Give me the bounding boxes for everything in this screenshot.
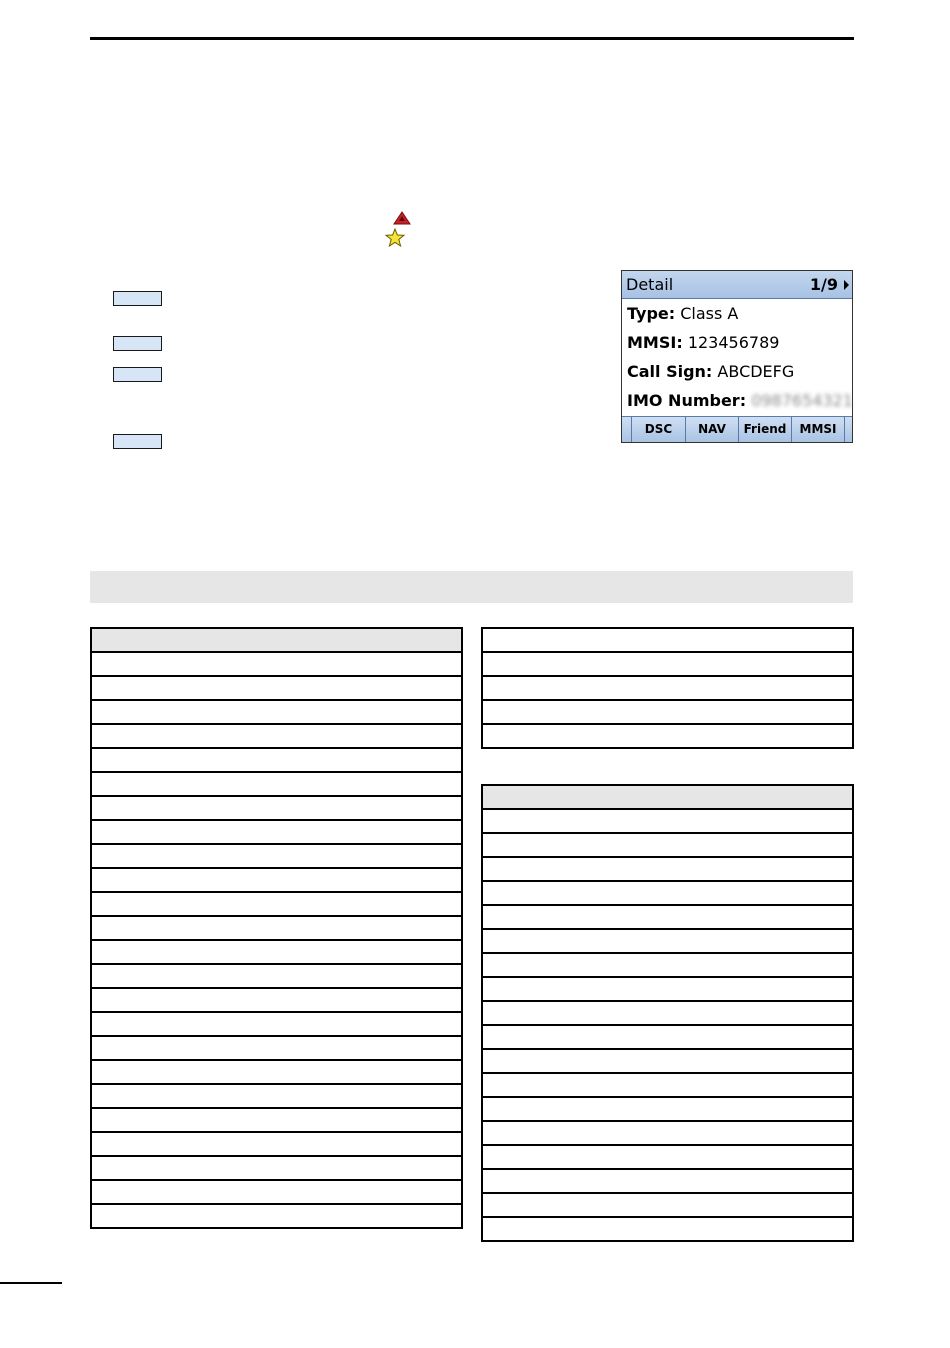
table-cell <box>482 1073 853 1097</box>
key-button-1[interactable] <box>113 291 162 306</box>
table-cell <box>482 1097 853 1121</box>
callsign-label: Call Sign: <box>627 362 713 381</box>
type-value: Class A <box>680 304 739 323</box>
table-cell <box>91 724 462 748</box>
table-row <box>482 1193 853 1217</box>
table-row <box>91 700 462 724</box>
callsign-row <box>627 362 794 381</box>
table-cell <box>482 1169 853 1193</box>
table-row <box>91 820 462 844</box>
table-cell <box>482 905 853 929</box>
lcd-page-indicator: 1/9 <box>809 275 838 294</box>
softkey-bar <box>622 416 852 442</box>
right-table-bottom <box>481 784 854 1242</box>
key-button-4[interactable] <box>113 434 162 449</box>
table-row <box>91 1156 462 1180</box>
softkey-friend[interactable]: Friend <box>738 417 791 442</box>
table-row <box>482 857 853 881</box>
softkey-mmsi[interactable]: MMSI <box>791 417 845 442</box>
table-row <box>482 809 853 833</box>
star-icon <box>385 228 405 247</box>
table-row <box>482 1145 853 1169</box>
table-row <box>482 833 853 857</box>
table-cell <box>91 1132 462 1156</box>
key-button-3[interactable] <box>113 367 162 382</box>
key-button-2[interactable] <box>113 336 162 351</box>
table-cell <box>91 820 462 844</box>
imo-label: IMO Number: <box>627 391 747 410</box>
table-row <box>91 772 462 796</box>
table-row <box>91 1084 462 1108</box>
type-label: Type: <box>627 304 676 323</box>
table-row <box>91 1132 462 1156</box>
table-row <box>482 929 853 953</box>
table-cell <box>91 868 462 892</box>
table-header-row <box>482 785 853 809</box>
left-table <box>90 627 463 1229</box>
callsign-value: ABCDEFG <box>717 362 795 381</box>
table-cell <box>91 676 462 700</box>
table-cell <box>482 652 853 676</box>
section-heading-bar <box>90 571 853 603</box>
table-row <box>482 1001 853 1025</box>
table-cell <box>91 892 462 916</box>
table-row <box>91 1012 462 1036</box>
table-row <box>482 676 853 700</box>
table-row <box>91 916 462 940</box>
table-row <box>482 905 853 929</box>
mmsi-row <box>627 333 779 352</box>
imo-row <box>627 391 853 410</box>
table-cell <box>482 953 853 977</box>
table-cell <box>482 833 853 857</box>
table-row <box>91 1108 462 1132</box>
table-cell <box>482 724 853 748</box>
table-cell <box>482 977 853 1001</box>
table-cell <box>482 1121 853 1145</box>
lcd-header <box>622 271 852 299</box>
table-row <box>482 1073 853 1097</box>
table-row <box>91 748 462 772</box>
table-cell <box>482 676 853 700</box>
top-rule <box>90 37 854 40</box>
table-cell <box>91 628 462 652</box>
table-cell <box>482 857 853 881</box>
table-row <box>482 881 853 905</box>
mmsi-value: 123456789 <box>687 333 780 352</box>
table-cell <box>91 988 462 1012</box>
table-cell <box>482 1193 853 1217</box>
table-cell <box>482 1001 853 1025</box>
table-row <box>91 676 462 700</box>
table-cell <box>91 1204 462 1228</box>
table-row <box>91 844 462 868</box>
softkey-dsc[interactable]: DSC <box>631 417 685 442</box>
softkey-nav[interactable]: NAV <box>685 417 738 442</box>
table-cell <box>482 881 853 905</box>
table-cell <box>482 1217 853 1241</box>
mmsi-label: MMSI: <box>627 333 683 352</box>
table-cell <box>91 652 462 676</box>
table-row <box>482 953 853 977</box>
table-cell <box>91 916 462 940</box>
table-cell <box>91 1108 462 1132</box>
table-cell <box>91 1156 462 1180</box>
table-row <box>91 940 462 964</box>
table-cell <box>91 1180 462 1204</box>
warning-triangle-icon <box>393 211 411 225</box>
table-row <box>482 977 853 1001</box>
table-cell <box>91 964 462 988</box>
table-row <box>91 1204 462 1228</box>
table-row <box>91 868 462 892</box>
table-cell <box>482 700 853 724</box>
table-cell <box>91 748 462 772</box>
right-table-top <box>481 627 854 749</box>
table-row <box>482 724 853 748</box>
table-cell <box>91 940 462 964</box>
table-row <box>91 1060 462 1084</box>
page-number-rule <box>0 1282 62 1284</box>
table-cell <box>482 1049 853 1073</box>
table-row <box>482 1121 853 1145</box>
table-cell <box>91 796 462 820</box>
table-row <box>91 1036 462 1060</box>
imo-value: 0987654321 <box>751 391 853 410</box>
table-row <box>91 1180 462 1204</box>
table-cell <box>482 1145 853 1169</box>
table-row <box>482 1169 853 1193</box>
table-cell <box>482 809 853 833</box>
table-row <box>482 1217 853 1241</box>
table-row <box>91 724 462 748</box>
table-row <box>91 892 462 916</box>
table-cell <box>91 700 462 724</box>
table-row <box>91 964 462 988</box>
lcd-title: Detail <box>626 275 674 294</box>
table-cell <box>91 1060 462 1084</box>
table-header-row <box>91 628 462 652</box>
table-cell <box>91 1012 462 1036</box>
table-row <box>482 652 853 676</box>
type-row <box>627 304 738 323</box>
table-cell <box>482 1025 853 1049</box>
table-row <box>482 628 853 652</box>
table-row <box>482 700 853 724</box>
table-cell <box>482 785 853 809</box>
table-row <box>91 796 462 820</box>
table-cell <box>91 1084 462 1108</box>
table-cell <box>482 929 853 953</box>
detail-screen <box>621 270 853 443</box>
table-row <box>482 1049 853 1073</box>
table-cell <box>91 1036 462 1060</box>
table-row <box>482 1025 853 1049</box>
table-row <box>482 1097 853 1121</box>
table-cell <box>91 772 462 796</box>
table-row <box>91 988 462 1012</box>
table-cell <box>482 628 853 652</box>
table-row <box>91 652 462 676</box>
right-arrow-icon <box>844 280 849 290</box>
table-cell <box>91 844 462 868</box>
